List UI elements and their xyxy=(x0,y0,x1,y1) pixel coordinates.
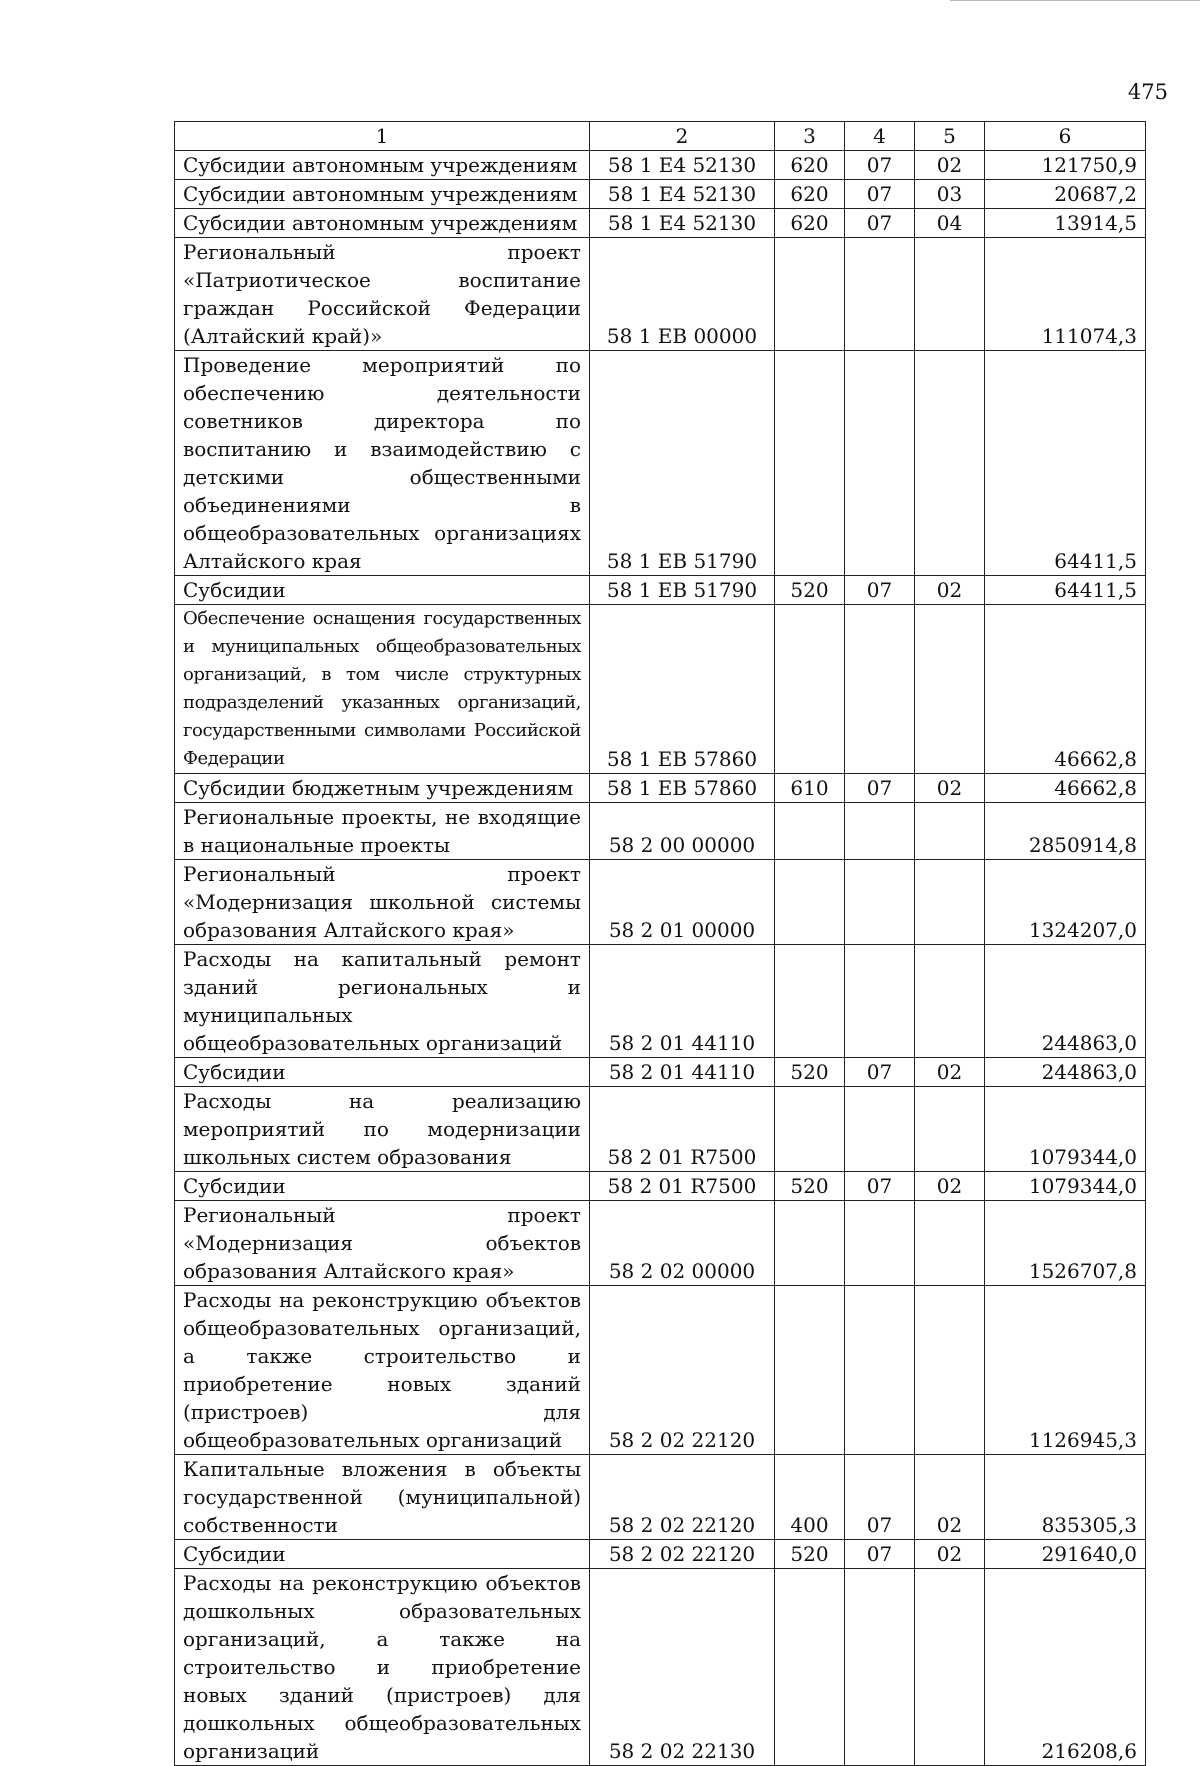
row-name: Региональный проект «Патриотическое воспитание граждан Российской Федерации (Алтайский край)» xyxy=(175,238,590,351)
row-code: 58 2 00 00000 xyxy=(590,803,775,860)
row-expense-type xyxy=(775,1087,845,1172)
row-code: 58 2 01 R7500 xyxy=(590,1087,775,1172)
row-sum: 1324207,0 xyxy=(985,860,1146,945)
table-row xyxy=(175,1201,1146,1286)
row-section: 07 xyxy=(845,209,915,238)
table-row xyxy=(175,151,1146,180)
row-section: 07 xyxy=(845,576,915,605)
column-header: 5 xyxy=(915,122,985,151)
row-expense-type: 400 xyxy=(775,1455,845,1540)
row-sum: 46662,8 xyxy=(985,605,1146,774)
row-name: Региональный проект «Модернизация объектов образования Алтайского края» xyxy=(175,1201,590,1286)
column-header: 3 xyxy=(775,122,845,151)
page-number: 475 xyxy=(1127,80,1168,104)
row-expense-type xyxy=(775,1569,845,1766)
row-name: Расходы на реконструкцию объектов общеобразовательных организаций, а также строительство и приобретение новых зданий (пристроев) для общеобразовательных организаций xyxy=(175,1286,590,1455)
row-subsection xyxy=(915,605,985,774)
row-section xyxy=(845,1087,915,1172)
row-subsection: 02 xyxy=(915,151,985,180)
row-expense-type: 520 xyxy=(775,1540,845,1569)
row-expense-type: 520 xyxy=(775,576,845,605)
row-subsection: 02 xyxy=(915,1058,985,1087)
row-expense-type: 620 xyxy=(775,180,845,209)
row-expense-type xyxy=(775,605,845,774)
table-row xyxy=(175,1540,1146,1569)
row-sum: 1079344,0 xyxy=(985,1087,1146,1172)
row-section xyxy=(845,945,915,1058)
row-section: 07 xyxy=(845,1540,915,1569)
row-section xyxy=(845,803,915,860)
row-expense-type xyxy=(775,238,845,351)
row-sum: 1126945,3 xyxy=(985,1286,1146,1455)
row-section: 07 xyxy=(845,180,915,209)
row-expense-type: 620 xyxy=(775,151,845,180)
table-row xyxy=(175,774,1146,803)
row-section: 07 xyxy=(845,151,915,180)
row-subsection xyxy=(915,945,985,1058)
row-code: 58 1 EB 51790 xyxy=(590,351,775,576)
row-code: 58 1 E4 52130 xyxy=(590,209,775,238)
row-sum: 111074,3 xyxy=(985,238,1146,351)
row-subsection: 02 xyxy=(915,576,985,605)
row-sum: 121750,9 xyxy=(985,151,1146,180)
row-section xyxy=(845,860,915,945)
row-name: Капитальные вложения в объекты государственной (муниципальной) собственности xyxy=(175,1455,590,1540)
row-sum: 244863,0 xyxy=(985,1058,1146,1087)
row-code: 58 2 01 44110 xyxy=(590,1058,775,1087)
row-subsection xyxy=(915,1286,985,1455)
row-name: Региональный проект «Модернизация школьной системы образования Алтайского края» xyxy=(175,860,590,945)
row-subsection: 02 xyxy=(915,774,985,803)
row-code: 58 2 02 00000 xyxy=(590,1201,775,1286)
row-expense-type xyxy=(775,1201,845,1286)
column-header: 2 xyxy=(590,122,775,151)
table-row xyxy=(175,209,1146,238)
row-subsection: 02 xyxy=(915,1540,985,1569)
row-code: 58 2 02 22130 xyxy=(590,1569,775,1766)
budget-table xyxy=(174,121,1146,1766)
row-expense-type xyxy=(775,860,845,945)
table-row xyxy=(175,180,1146,209)
column-header: 1 xyxy=(175,122,590,151)
row-expense-type: 610 xyxy=(775,774,845,803)
table-row xyxy=(175,1569,1146,1766)
row-sum: 291640,0 xyxy=(985,1540,1146,1569)
row-subsection: 04 xyxy=(915,209,985,238)
row-sum: 1079344,0 xyxy=(985,1172,1146,1201)
row-code: 58 1 E4 52130 xyxy=(590,180,775,209)
table-row xyxy=(175,945,1146,1058)
row-sum: 835305,3 xyxy=(985,1455,1146,1540)
row-section: 07 xyxy=(845,1058,915,1087)
row-name: Субсидии автономным учреждениям xyxy=(175,209,590,238)
column-header: 6 xyxy=(985,122,1146,151)
row-subsection xyxy=(915,238,985,351)
row-sum: 20687,2 xyxy=(985,180,1146,209)
row-expense-type: 520 xyxy=(775,1058,845,1087)
row-subsection: 03 xyxy=(915,180,985,209)
row-sum: 46662,8 xyxy=(985,774,1146,803)
row-subsection xyxy=(915,803,985,860)
row-name: Расходы на реализацию мероприятий по модернизации школьных систем образования xyxy=(175,1087,590,1172)
row-section: 07 xyxy=(845,1172,915,1201)
row-code: 58 1 EB 00000 xyxy=(590,238,775,351)
row-code: 58 2 02 22120 xyxy=(590,1455,775,1540)
row-name: Субсидии бюджетным учреждениям xyxy=(175,774,590,803)
row-subsection xyxy=(915,1087,985,1172)
row-code: 58 1 EB 51790 xyxy=(590,576,775,605)
table-row xyxy=(175,860,1146,945)
row-section xyxy=(845,1569,915,1766)
row-subsection xyxy=(915,860,985,945)
row-section xyxy=(845,1201,915,1286)
row-code: 58 1 EB 57860 xyxy=(590,774,775,803)
table-row xyxy=(175,1058,1146,1087)
row-name: Субсидии xyxy=(175,1172,590,1201)
row-name: Субсидии xyxy=(175,576,590,605)
row-name: Расходы на реконструкцию объектов дошкольных образовательных организаций, а также на строительство и приобретение новых зданий (пристроев) для дошкольных общеобразовательных организаций xyxy=(175,1569,590,1766)
scan-edge-line xyxy=(950,0,1200,1)
row-code: 58 2 01 44110 xyxy=(590,945,775,1058)
row-code: 58 2 01 00000 xyxy=(590,860,775,945)
row-sum: 1526707,8 xyxy=(985,1201,1146,1286)
table-row xyxy=(175,238,1146,351)
table-row xyxy=(175,1087,1146,1172)
row-expense-type: 620 xyxy=(775,209,845,238)
row-name: Субсидии xyxy=(175,1540,590,1569)
table-row xyxy=(175,1455,1146,1540)
row-expense-type xyxy=(775,803,845,860)
row-name: Обеспечение оснащения государственных и муниципальных общеобразовательных организаций, в том числе структурных подразделений указанных организаций, государственными символами Российской Федерации xyxy=(175,605,590,774)
row-sum: 216208,6 xyxy=(985,1569,1146,1766)
table-row xyxy=(175,803,1146,860)
row-expense-type xyxy=(775,1286,845,1455)
table-row xyxy=(175,1172,1146,1201)
row-expense-type xyxy=(775,351,845,576)
table-row xyxy=(175,351,1146,576)
row-name: Субсидии xyxy=(175,1058,590,1087)
row-subsection xyxy=(915,351,985,576)
row-code: 58 2 02 22120 xyxy=(590,1540,775,1569)
row-section xyxy=(845,1286,915,1455)
row-expense-type xyxy=(775,945,845,1058)
row-name: Проведение мероприятий по обеспечению деятельности советников директора по воспитанию и взаимодействию с детскими общественными объединениями в общеобразовательных организациях Алтайского края xyxy=(175,351,590,576)
row-name: Субсидии автономным учреждениям xyxy=(175,151,590,180)
table-row xyxy=(175,1286,1146,1455)
row-code: 58 1 EB 57860 xyxy=(590,605,775,774)
row-name: Субсидии автономным учреждениям xyxy=(175,180,590,209)
row-section: 07 xyxy=(845,1455,915,1540)
row-code: 58 1 E4 52130 xyxy=(590,151,775,180)
row-subsection: 02 xyxy=(915,1455,985,1540)
row-subsection xyxy=(915,1569,985,1766)
row-section xyxy=(845,351,915,576)
table-header-row xyxy=(175,122,1146,151)
row-sum: 64411,5 xyxy=(985,576,1146,605)
row-name: Региональные проекты, не входящие в национальные проекты xyxy=(175,803,590,860)
table-row xyxy=(175,576,1146,605)
row-expense-type: 520 xyxy=(775,1172,845,1201)
row-name: Расходы на капитальный ремонт зданий региональных и муниципальных общеобразовательных организаций xyxy=(175,945,590,1058)
row-sum: 2850914,8 xyxy=(985,803,1146,860)
row-sum: 244863,0 xyxy=(985,945,1146,1058)
table-row xyxy=(175,605,1146,774)
row-code: 58 2 01 R7500 xyxy=(590,1172,775,1201)
row-section xyxy=(845,238,915,351)
row-code: 58 2 02 22120 xyxy=(590,1286,775,1455)
row-subsection xyxy=(915,1201,985,1286)
row-sum: 13914,5 xyxy=(985,209,1146,238)
row-section xyxy=(845,605,915,774)
row-subsection: 02 xyxy=(915,1172,985,1201)
row-sum: 64411,5 xyxy=(985,351,1146,576)
column-header: 4 xyxy=(845,122,915,151)
row-section: 07 xyxy=(845,774,915,803)
